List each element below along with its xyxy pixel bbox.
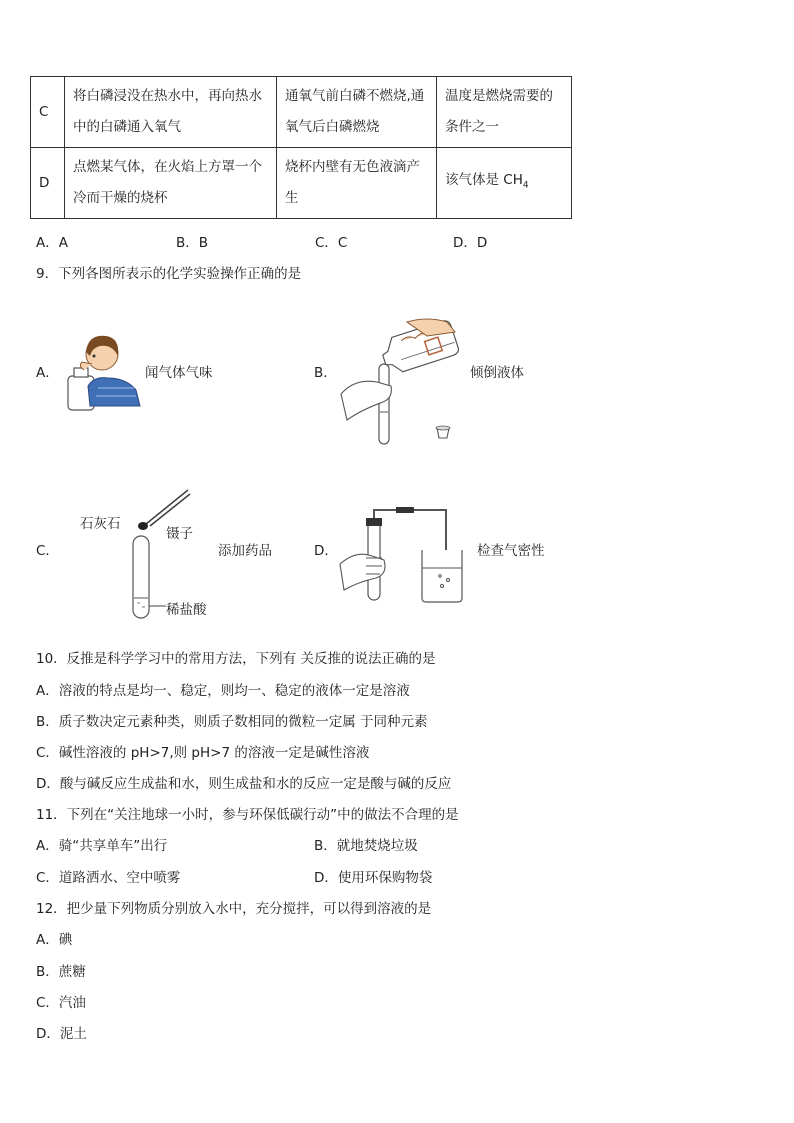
phenomenon-cell	[277, 148, 437, 219]
q11-option-d[interactable]: D．使用环保购物袋	[314, 870, 433, 886]
cell-text: 冷而干燥的烧杯	[73, 190, 168, 206]
cell-text: 生	[285, 190, 299, 206]
q8-table	[30, 76, 572, 219]
label-tweezers: 镊子	[166, 526, 193, 542]
conclusion-cell	[437, 148, 572, 219]
table-row	[31, 148, 572, 219]
cell-text: 温度是燃烧需要的	[445, 88, 553, 104]
q9-c-caption: 添加药品	[218, 543, 272, 559]
q9-stem: 9．下列各图所表示的化学实验操作正确的是	[36, 266, 302, 282]
q12-option-c[interactable]: C．汽油	[36, 995, 86, 1011]
q12-option-d[interactable]: D．泥土	[36, 1026, 87, 1042]
cell-text: 烧杯内壁有无色液滴产	[285, 159, 420, 175]
q9-c-letter[interactable]: C．	[36, 543, 59, 559]
q11-stem: 11．下列在“关注地球一小时，参与环保低碳行动”中的做法不合理的是	[36, 807, 459, 823]
q10-option-a[interactable]: A．溶液的特点是均一、稳定，则均一、稳定的液体一定是溶液	[36, 683, 410, 699]
cell-text: 条件之一	[445, 119, 499, 135]
q8-option-b[interactable]: B．B	[176, 235, 209, 251]
q8-option-c[interactable]: C．C	[315, 235, 348, 251]
q12-stem: 12．把少量下列物质分别放入水中，充分搅拌，可以得到溶液的是	[36, 901, 432, 917]
q10-option-d[interactable]: D．酸与碱反应生成盐和水，则生成盐和水的反应一定是酸与碱的反应	[36, 776, 452, 792]
operation-cell	[65, 77, 277, 148]
q12-option-b[interactable]: B．蔗糖	[36, 964, 86, 980]
q11-option-b[interactable]: B．就地焚烧垃圾	[314, 838, 418, 854]
conclusion-cell	[437, 77, 572, 148]
subscript: 4	[522, 180, 529, 191]
q9-b-letter[interactable]: B．	[314, 365, 337, 381]
q9-d-caption: 检查气密性	[477, 543, 545, 559]
q9-b-caption: 倾倒液体	[470, 365, 524, 381]
phenomenon-cell	[277, 77, 437, 148]
q10-option-c[interactable]: C．碱性溶液的 pH>7,则 pH>7 的溶液一定是碱性溶液	[36, 745, 370, 761]
label-dilute-hcl: 稀盐酸	[166, 602, 207, 618]
q9-d-letter[interactable]: D．	[314, 543, 338, 559]
table-row	[31, 77, 572, 148]
q9-a-letter[interactable]: A．	[36, 365, 59, 381]
q10-stem: 10．反推是科学学习中的常用方法，下列有 关反推的说法正确的是	[36, 651, 436, 667]
cell-text: 氧气后白磷燃烧	[285, 119, 380, 135]
q9-a-caption: 闻气体气味	[145, 365, 213, 381]
q12-option-a[interactable]: A．碘	[36, 932, 73, 948]
row-label: D	[31, 148, 65, 219]
q11-option-c[interactable]: C．道路洒水、空中喷雾	[36, 870, 181, 886]
cell-text: 通氧气前白磷不燃烧,通	[285, 88, 425, 104]
cell-text: 点燃某气体，在火焰上方罩一个	[73, 159, 262, 175]
q11-option-a[interactable]: A．骑“共享单车”出行	[36, 838, 168, 854]
row-label: C	[31, 77, 65, 148]
cell-text: 将白磷浸没在热水中，再向热水	[73, 88, 262, 104]
q8-option-a[interactable]: A．A	[36, 235, 68, 251]
airtightness-check-illustration	[336, 506, 470, 606]
label-limestone: 石灰石	[80, 516, 121, 532]
pouring-liquid-illustration	[337, 316, 467, 450]
operation-cell	[65, 148, 277, 219]
smelling-gas-illustration	[64, 326, 144, 414]
q10-option-b[interactable]: B．质子数决定元素种类，则质子数相同的微粒一定属 于同种元素	[36, 714, 428, 730]
cell-text: 该气体是 CH	[445, 171, 523, 188]
q8-option-d[interactable]: D．D	[453, 235, 488, 251]
cell-text: 中的白磷通入氧气	[73, 119, 181, 135]
